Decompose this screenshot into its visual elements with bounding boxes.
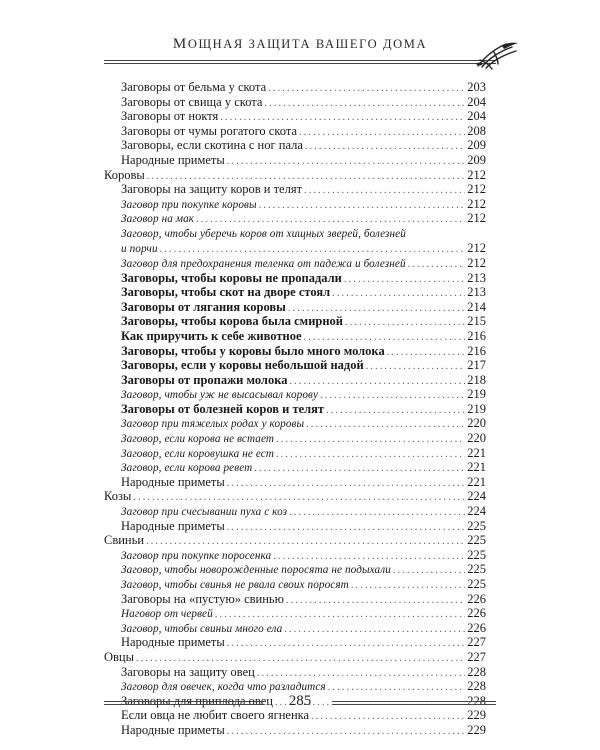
- toc-page-number: 229: [467, 722, 486, 737]
- toc-entry-title: Заговор, чтобы свиньи много ела: [121, 622, 283, 635]
- toc-entry[interactable]: [104, 124, 486, 139]
- toc-entry-title: Заговоры для приплода овец: [121, 693, 273, 708]
- toc-page-number: 218: [467, 372, 486, 387]
- toc-entry[interactable]: [104, 519, 486, 534]
- toc-page-number: 203: [467, 80, 486, 94]
- toc-entry[interactable]: [104, 475, 486, 490]
- toc-page-number: 221: [467, 474, 486, 489]
- toc-entry[interactable]: [104, 138, 486, 153]
- toc-entry[interactable]: [104, 197, 486, 212]
- toc-entry-title: Народные приметы: [121, 722, 225, 737]
- toc-entry-title: Заговоры, чтобы корова была смирной: [121, 314, 344, 329]
- toc-page-number: 226: [467, 591, 486, 606]
- toc-entry-title: Заговоры, если у коровы небольшой надой: [121, 358, 364, 373]
- toc-page-number: 226: [467, 620, 486, 635]
- toc-page-number: 208: [467, 123, 486, 138]
- toc-entry-title: Наговор от червей: [121, 608, 213, 621]
- toc-section[interactable]: [104, 489, 486, 504]
- toc-entry-title: Заговор, если корова не встает: [121, 433, 275, 446]
- toc-page-number: 212: [467, 241, 486, 256]
- toc-page-number: 225: [467, 518, 486, 533]
- toc-entry-title: Заговор при покупке коровы: [121, 198, 257, 211]
- toc-entry-title: Заговор для предохранения теленка от падежа и болезней: [121, 257, 406, 270]
- toc-entry[interactable]: [104, 460, 486, 475]
- toc-page-number: 209: [467, 138, 486, 153]
- toc-entry-title: Заговор, если корова ревет: [121, 462, 253, 475]
- toc-entry[interactable]: [104, 723, 486, 738]
- toc-page-number: 212: [467, 196, 486, 211]
- toc-page-number: 225: [467, 547, 486, 562]
- toc-page-number: 225: [467, 562, 486, 577]
- toc-entry[interactable]: [104, 577, 486, 592]
- toc-page-number: 226: [467, 606, 486, 621]
- toc-entry[interactable]: [104, 300, 486, 315]
- toc-page-number: 213: [467, 285, 486, 300]
- toc-entry-title: Если овца не любит своего ягненка: [121, 708, 310, 723]
- toc-page-number: 209: [467, 152, 486, 167]
- running-head-rest: ОЩНАЯ ЗАЩИТА ВАШЕГО ДОМА: [187, 37, 428, 51]
- toc-page-number: 225: [467, 533, 486, 548]
- toc-entry[interactable]: [104, 344, 486, 359]
- toc-entry[interactable]: [104, 226, 486, 256]
- toc-page-number: 225: [467, 577, 486, 591]
- toc-section[interactable]: [104, 650, 486, 665]
- toc-section[interactable]: [104, 533, 486, 548]
- toc-page-number: 228: [467, 679, 486, 694]
- toc-entry-title: Заговор при покупке поросенка: [121, 549, 272, 562]
- toc-page-number: 204: [467, 109, 486, 124]
- toc-section-title: Коровы: [104, 167, 145, 182]
- toc-entry-title: Народные приметы: [121, 474, 225, 489]
- toc-entry[interactable]: [104, 182, 486, 197]
- toc-entry[interactable]: [104, 606, 486, 621]
- toc-entry-title: Заговоры от свища у скота: [121, 94, 263, 109]
- toc-entry[interactable]: [104, 402, 486, 417]
- toc-page-number: 228: [467, 693, 486, 708]
- toc-entry-title: Заговор на мак: [121, 213, 195, 226]
- toc-entry[interactable]: [104, 592, 486, 607]
- running-head-initial: М: [172, 36, 188, 52]
- toc-entry[interactable]: [104, 431, 486, 446]
- toc-entry[interactable]: [104, 562, 486, 577]
- toc-entry[interactable]: [104, 416, 486, 431]
- toc-page-number: 216: [467, 343, 486, 358]
- toc-page-number: 224: [467, 504, 486, 519]
- page-number: 285: [288, 693, 312, 709]
- toc-entry-title: Заговор, если коровушка не ест: [121, 447, 275, 460]
- toc-entry-title: Народные приметы: [121, 152, 225, 167]
- toc-page-number: 220: [467, 431, 486, 446]
- toc-entry[interactable]: [104, 621, 486, 636]
- toc-entry[interactable]: [104, 665, 486, 680]
- toc-page-number: 221: [467, 460, 486, 475]
- toc-entry-title-line1: Заговор, чтобы уберечь коров от хищных зверей, болезней: [121, 227, 406, 240]
- toc-entry-title-line2: и порчи: [121, 243, 158, 256]
- toc-entry-title: Заговоры на защиту коров и телят: [121, 182, 303, 197]
- toc-entry-title: Заговоры, чтобы у коровы было много молока: [121, 343, 385, 358]
- toc-entry[interactable]: [104, 314, 486, 329]
- toc-entry[interactable]: [104, 708, 486, 723]
- toc-entry-title: Заговоры на защиту овец: [121, 664, 255, 679]
- toc-section-title: Козы: [104, 489, 132, 504]
- toc-entry[interactable]: [104, 358, 486, 373]
- toc-page-number: 212: [467, 211, 486, 226]
- toc-entry[interactable]: [104, 387, 486, 402]
- toc-page-number: 215: [467, 314, 486, 329]
- toc-page-number: 217: [467, 358, 486, 373]
- toc-entry-title: Заговоры, чтобы коровы не пропадали: [121, 270, 342, 285]
- toc-entry[interactable]: [104, 211, 486, 226]
- footer-rule-left-bottom: [104, 704, 264, 705]
- toc-section[interactable]: [104, 168, 486, 183]
- toc-entry[interactable]: [104, 285, 486, 300]
- toc-entry-title: Заговоры, если скотина с ног пала: [121, 138, 303, 153]
- toc-page-number: 227: [467, 649, 486, 664]
- toc-page-number: 219: [467, 401, 486, 416]
- toc-entry[interactable]: [104, 80, 486, 95]
- toc-entry-title: Заговор для овечек, когда что разладится: [121, 681, 326, 694]
- toc-entry-title: Как приручить к себе животное: [121, 328, 302, 343]
- toc-page-number: 213: [467, 270, 486, 285]
- toc-entry-title: Народные приметы: [121, 518, 225, 533]
- header-rule-top: [104, 60, 496, 61]
- toc-entry-title: Заговоры от болезней коров и телят: [121, 401, 325, 416]
- toc-page-number: 229: [467, 708, 486, 723]
- table-of-contents: [104, 80, 486, 738]
- toc-entry[interactable]: [104, 153, 486, 168]
- toc-page-number: 228: [467, 664, 486, 679]
- toc-section-title: Овцы: [104, 649, 135, 664]
- dot-leader: [227, 725, 465, 740]
- toc-page-number: 212: [467, 255, 486, 270]
- toc-entry-title: Заговоры, чтобы скот на дворе стоял: [121, 285, 331, 300]
- toc-entry-title: Заговор, чтобы уж не высасывал корову: [121, 389, 319, 402]
- toc-entry[interactable]: [104, 504, 486, 519]
- footer-rule-right-bottom: [332, 704, 496, 705]
- toc-page-number: 212: [467, 182, 486, 197]
- toc-entry[interactable]: [104, 373, 486, 388]
- toc-entry[interactable]: [104, 329, 486, 344]
- toc-entry[interactable]: [104, 679, 486, 694]
- toc-page-number: 212: [467, 167, 486, 182]
- toc-entry-title: Заговоры от пропажи молока: [121, 372, 288, 387]
- toc-entry[interactable]: [104, 109, 486, 124]
- toc-page-number: 224: [467, 489, 486, 504]
- toc-page-number: 204: [467, 94, 486, 109]
- toc-entry-title: Заговоры от ноктя: [121, 109, 219, 124]
- toc-page-number: 216: [467, 328, 486, 343]
- toc-entry-title: Заговор при тяжелых родах у коровы: [121, 418, 305, 431]
- toc-entry[interactable]: [104, 95, 486, 110]
- toc-page-number: 220: [467, 416, 486, 431]
- toc-page-number: 214: [467, 299, 486, 314]
- footer-rule-right-top: [332, 701, 496, 702]
- toc-page-number: 227: [467, 635, 486, 650]
- running-head: [104, 36, 496, 53]
- toc-page-number: 221: [467, 445, 486, 460]
- toc-entry[interactable]: [104, 446, 486, 461]
- toc-entry[interactable]: [104, 635, 486, 650]
- toc-entry-title: Заговоры от лягания коровы: [121, 299, 286, 314]
- toc-entry-title: Заговор, чтобы новорожденные поросята не подыхали: [121, 564, 391, 577]
- toc-page-number: 219: [467, 387, 486, 402]
- toc-entry-title: Заговоры от бельма у скота: [121, 80, 267, 94]
- toc-section-title: Свиньи: [104, 533, 145, 548]
- toc-entry-title: Народные приметы: [121, 635, 225, 650]
- toc-entry-title: Заговор при счесывании пуха с коз: [121, 506, 288, 519]
- toc-entry-title: Заговоры на «пустую» свинью: [121, 591, 284, 606]
- footer-rule-left-top: [104, 701, 264, 702]
- flourish-ornament-icon: [472, 40, 520, 70]
- toc-entry[interactable]: [104, 548, 486, 563]
- toc-entry[interactable]: [104, 256, 486, 271]
- toc-entry-title: Заговор, чтобы свинья не рвала своих поросят: [121, 579, 349, 591]
- toc-entry-title: Заговоры от чумы рогатого скота: [121, 123, 298, 138]
- header-rule-bottom: [104, 63, 496, 64]
- toc-entry[interactable]: [104, 271, 486, 286]
